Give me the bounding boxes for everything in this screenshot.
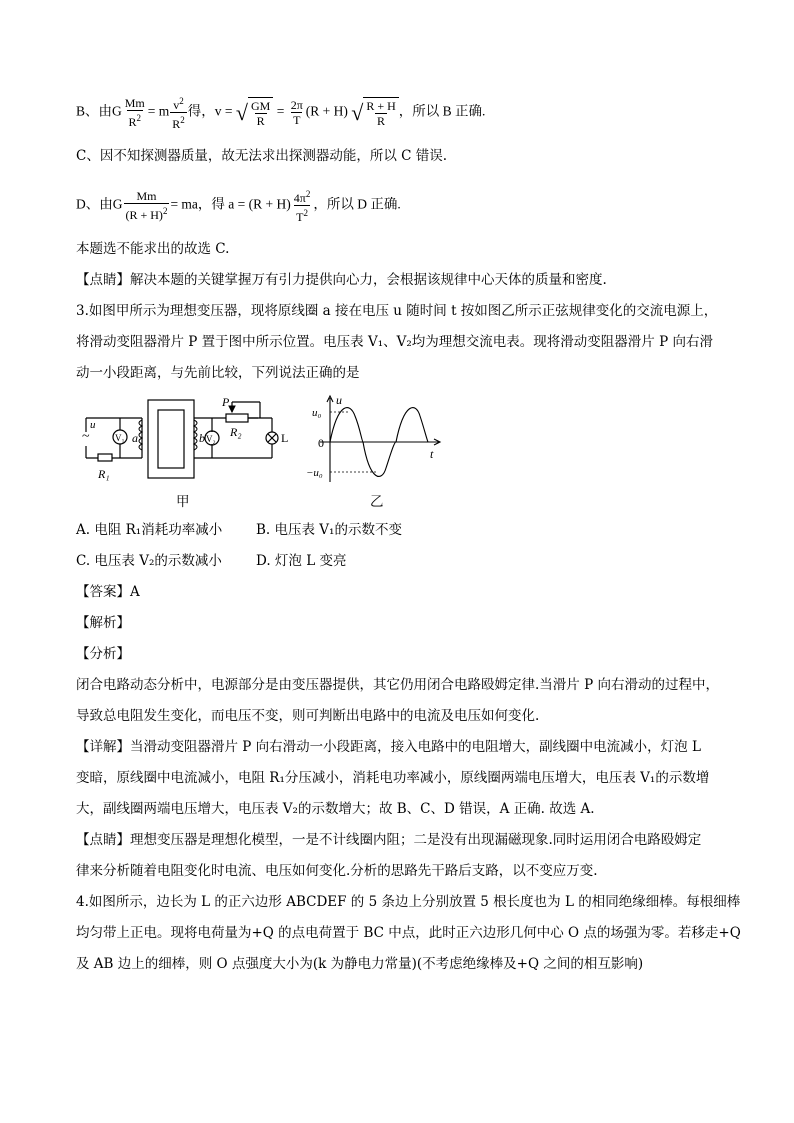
answer-select-line: 本题选不能求出的故选 C. (76, 241, 230, 257)
dianjing-1: 【点睛】解决本题的关键掌握万有引力提供向心力，会根据该规律中心天体的质量和密度. (76, 272, 607, 288)
choice-d: D. 灯泡 L 变亮 (256, 553, 347, 569)
eq-mid: = ma，得 a = (R + H) (170, 196, 291, 212)
fenxi-text-1: 闭合电路动态分析中，电源部分是由变压器提供，其它仍用闭合电路殴姆定律.当滑片 P 向右滑动的过程中， (76, 677, 719, 693)
frac-den-text: R (172, 117, 181, 131)
frac-num: $4\pi^2$ (293, 189, 311, 205)
label-neg-u0: −u₀ (306, 467, 323, 479)
eq-mid: = m (147, 103, 170, 119)
choice-b: B. 电压表 V₁的示数不变 (256, 522, 402, 538)
choice-a: A. 电阻 R₁消耗功率减小 (76, 522, 223, 538)
eq-sign: = (276, 103, 285, 119)
frac-num-text: v (173, 98, 180, 112)
figure-jia-caption: 甲 (176, 494, 190, 510)
label-axis-u: u (336, 393, 342, 407)
option-d-line (76, 187, 401, 224)
q4-line-2: 均匀带上正电。现将电荷量为+Q 的点电荷置于 BC 中点，此时正六边形几何中心 O 点的场强为零。若移走+Q (76, 925, 741, 941)
frac-den-text: T (296, 210, 304, 224)
label-a: a (132, 431, 138, 445)
sqrt-gm-r: √ $\frac{GM}{R}$ (236, 97, 273, 128)
label-v2: V₂ (206, 434, 216, 444)
option-c-line: C、因不知探测器质量，故无法求出探测器动能，所以 C 错误. (76, 148, 448, 164)
option-d-tail: ，所以 D 正确. (313, 196, 401, 212)
label-v1: V₁ (115, 433, 125, 443)
xiangjie-3: 大，副线圈两端电压增大，电压表 V₂的示数增大；故 B、C、D 错误，A 正确. 故选 A. (76, 801, 595, 817)
q4-line-1: 4.如图所示，边长为 L 的正六边形 ABCDEF 的 5 条边上分别放置 5 根长度也为 L 的相同绝缘细棒。每根细棒 (76, 894, 741, 910)
option-b-tail: ，所以 B 正确. (398, 103, 486, 119)
frac-num: $v^2$ (173, 96, 184, 112)
frac-den: $(R + H)^2$ (124, 203, 170, 222)
fraction-4pi2-t2 (292, 187, 313, 224)
eq-de: 得，v = (187, 103, 233, 119)
frac-num: GM (251, 99, 271, 113)
label-r2: R₂ (230, 425, 242, 439)
frac-num: Mm (136, 189, 157, 203)
option-b-prefix: B、由 (76, 103, 113, 119)
transformer-circuit-figure (76, 392, 296, 488)
label-b: b (199, 431, 205, 445)
dianjing-2-line-2: 律来分析随着电阻变化时电流、电压如何变化.分析的思路先干路后支路，以不变应万变. (76, 863, 598, 879)
q3-line-2: 将滑动变阻器滑片 P 置于图中所示位置。电压表 V₁、V₂均为理想交流电表。现将滑动变阻器滑片 P 向右滑 (76, 334, 713, 350)
label-lamp: L (281, 431, 289, 445)
label-p: P (222, 395, 230, 409)
frac-num: 2π (290, 98, 303, 112)
fenxi-label: 【分析】 (76, 646, 130, 662)
label-t: t (430, 447, 434, 461)
g-symbol: G (112, 103, 122, 119)
answer-label: 【答案】A (76, 584, 140, 600)
frac-den: R (377, 114, 386, 128)
r-plus-h: (R + H) (305, 103, 348, 119)
choice-c: C. 电压表 V₂的示数减小 (76, 553, 222, 569)
q3-line-1: 3.如图甲所示为理想变压器，现将原线圈 a 接在电压 u 随时间 t 按如图乙所示正弦规律变化的交流电源上， (76, 303, 718, 319)
frac-den: $T^2$ (294, 205, 310, 224)
figure-yi-caption: 乙 (370, 494, 384, 510)
fenxi-text-2: 导致总电阻发生变化，而电压不变，则可判断出电路中的电流及电压如何变化. (76, 708, 540, 724)
frac-den: $R^2$ (170, 112, 187, 131)
g-symbol: G (112, 196, 123, 212)
sine-wave-figure (300, 392, 450, 488)
q4-line-3: 及 AB 边上的细棒，则 O 点强度大小为(k 为静电力常量)(不考虑绝缘棒及+Q 之间的相互影响) (76, 956, 644, 972)
frac-den-text: R (128, 115, 137, 129)
frac-den: $R^2$ (127, 110, 144, 129)
label-r1: R₁ (98, 467, 110, 481)
dianjing-2-line-1: 【点睛】理想变压器是理想化模型，一是不计线圈内阻；二是没有出现漏磁现象.同时运用闭合电路殴姆定 (76, 832, 702, 848)
frac-den-text: (R + H) (125, 208, 163, 222)
q3-line-3: 动一小段距离，与先前比较，下列说法正确的是 (76, 365, 360, 381)
fraction-v2-r2 (170, 94, 187, 131)
label-u: u (90, 419, 96, 431)
option-d-prefix: D、由 (76, 196, 113, 212)
ac-source-symbol: ~ (82, 429, 90, 444)
option-b-line (76, 94, 485, 131)
fraction-2pi-t (289, 98, 305, 127)
frac-num-text: 4π (293, 191, 306, 205)
xiangjie-2: 变暗，原线圈中电流减小，电阻 R₁分压减小，消耗电功率减小，原线圈两端电压增大，电压表 V₁的示数增 (76, 770, 710, 786)
fraction-mm-r2 (123, 96, 147, 129)
frac-den: T (293, 113, 301, 127)
xiangjie-1: 【详解】当滑动变阻器滑片 P 向右滑动一小段距离，接入电路中的电阻增大，副线圈中电流减小，灯泡 L (76, 739, 701, 755)
sqrt-rh-r: √ $\frac{R + H}{R}$ (351, 97, 399, 128)
label-zero: 0 (318, 436, 324, 450)
frac-num: Mm (124, 96, 145, 110)
frac-den: R (256, 114, 265, 128)
frac-num: R + H (366, 99, 396, 113)
label-u0: u₀ (312, 407, 322, 419)
jiexi-label: 【解析】 (76, 615, 130, 631)
fraction-mm-rh2 (124, 189, 170, 222)
